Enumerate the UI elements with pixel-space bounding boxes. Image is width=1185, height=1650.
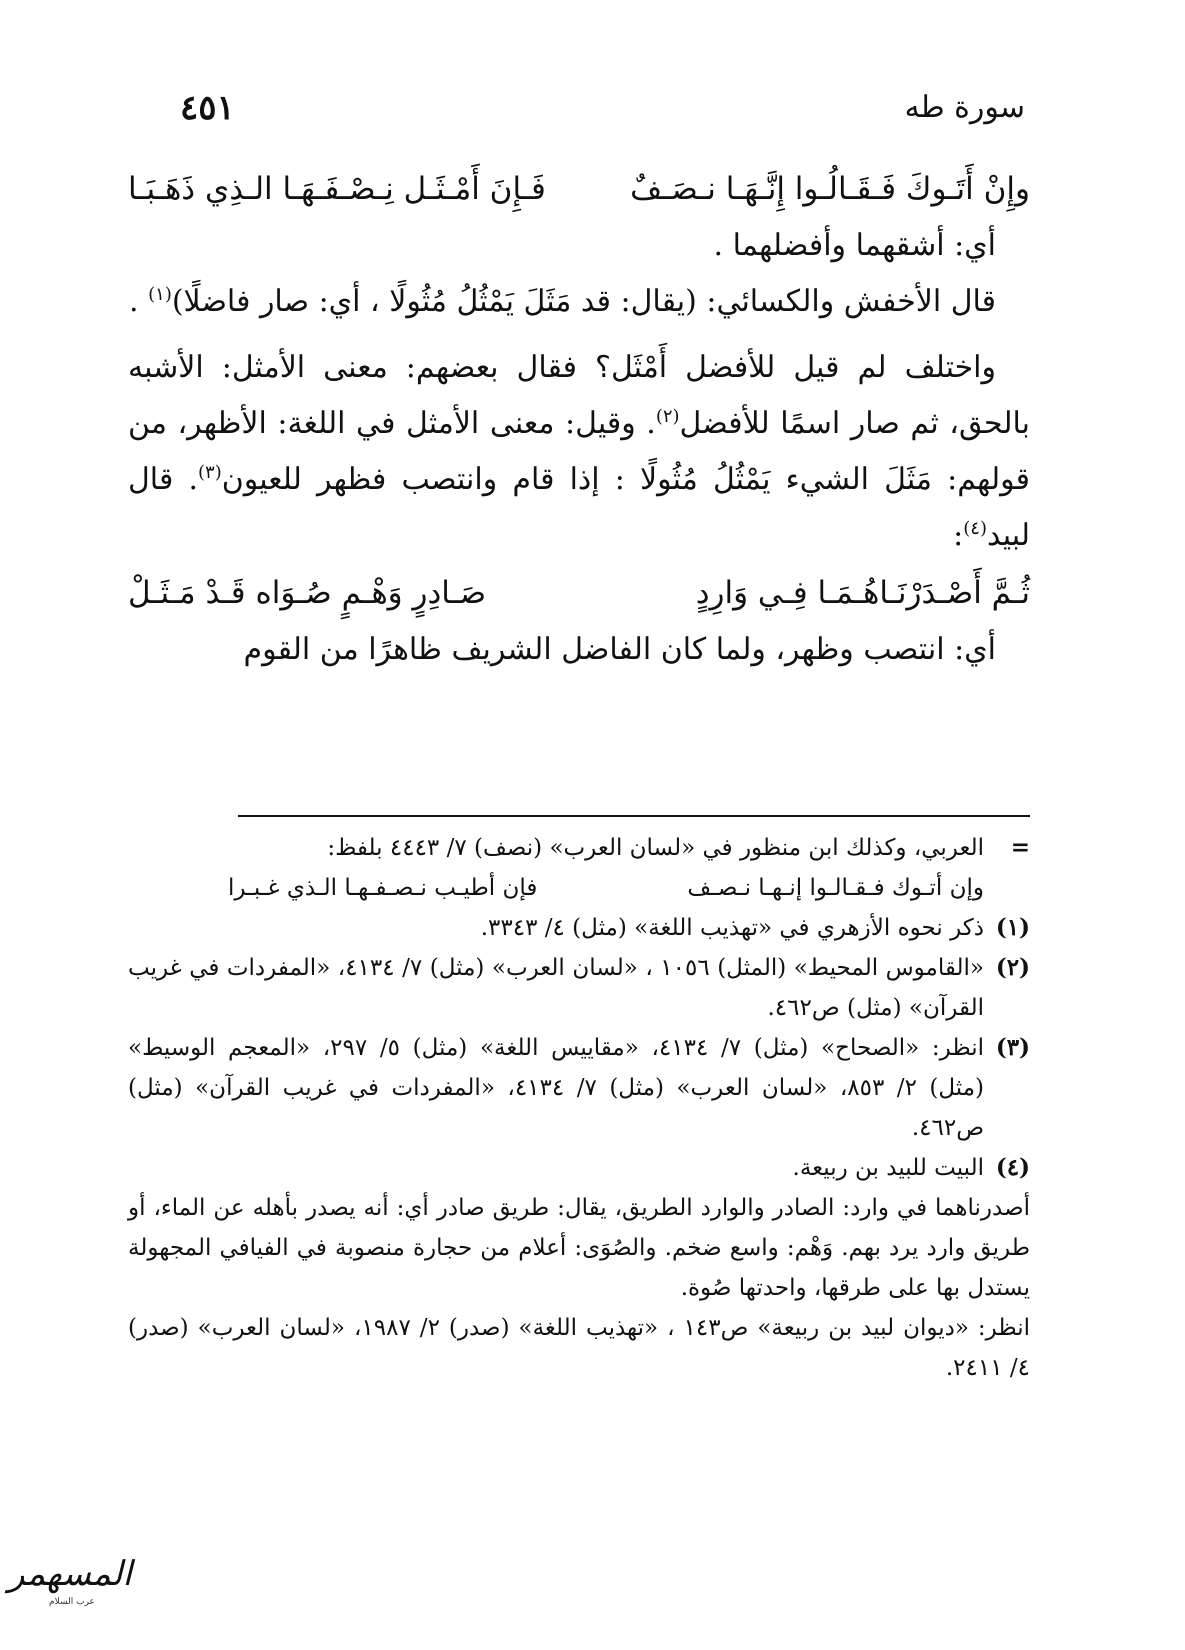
verse-hemistich-left: فإن أطيـب نـصـفـهـا الـذي غـبـرا: [228, 875, 538, 901]
verse-hemistich-left: صَـادِرٍ وَهْـمٍ صُـوَاه قَـدْ مَـثَـلْ: [128, 575, 487, 611]
footnote-2: [128, 948, 1030, 1028]
last-line: أي: انتصب وظهر، ولما كان الفاضل الشريف ظاهرًا من القوم: [243, 632, 996, 667]
paragraph-ikhtalaf-part3: . قال لبيد: [128, 462, 1030, 553]
verse-hemistich-right: ثُـمَّ أَصْـدَرْنَـاهُـمَـا فِـي وَارِدٍ: [695, 575, 1030, 611]
footnote-4: [128, 1148, 1030, 1188]
explanation-line: أي: أشقهما وأفضلهما .: [713, 228, 996, 263]
footnote-1: [128, 908, 1030, 948]
footnote-text: ذكر نحوه الأزهري في «تهذيب اللغة» (مثل) ٤/ ٣٣٤٣.: [480, 915, 984, 941]
main-text: [128, 160, 1030, 678]
footnote-text: «القاموس المحيط» (المثل) ١٠٥٦ ، «لسان العرب» (مثل) ٧/ ٤١٣٤، «المفردات في غريب القرآن» (مثل) ص٤٦٢.: [128, 955, 984, 1021]
footnote-3: [128, 1028, 1030, 1148]
running-header-title: سورة طه: [904, 90, 1025, 125]
paragraph-akhfash-text: قال الأخفش والكسائي: (يقال: قد مَثَلَ يَمْثُلُ مُثُولًا ، أي: صار فاضلًا): [171, 284, 996, 319]
library-stamp-logo: [8, 1552, 132, 1632]
paragraph-ikhtalaf-part2: . وقيل: معنى الأمثل في اللغة: الأظهر، من قولهم: مَثَلَ الشيء يَمْثُلُ مُثُولًا : إذا قام وانتصب فظهر للعيون: [128, 406, 1030, 497]
footnote-separator: [238, 815, 1030, 817]
footnote-ref-2: (٢): [655, 406, 680, 427]
paragraph-ikhtalaf: [128, 340, 1030, 564]
footnote-ref-1: (١): [148, 284, 172, 305]
stamp-main-text: المسهمر: [8, 1554, 132, 1594]
footnote-marker: (١): [995, 914, 1030, 941]
paragraph-akhfash: [128, 274, 1030, 330]
footnote-4-explanation: أصدرناهما في وارد: الصادر والوارد الطريق، يقال: طريق صادر أي: أنه يصدر بأهله عن الماء، أو طريق وارد يرد بهم. وَهْم: واسع ضخم. والصُوَى: أعلام من حجارة منصوبة في الفيافي المجهولة يستدل بها على طرقها، واحدتها صُوة.: [128, 1195, 1030, 1301]
footnote-ref-3: (٣): [197, 462, 222, 483]
verse-hemistich-right: وإِنْ أَتَـوكَ فَـقَـالُـوا إِنَّـهَـا نـصَـفٌ: [630, 171, 1030, 207]
footnote-text: العربي، وكذلك ابن منظور في «لسان العرب» (نصف) ٧/ ٤٤٤٣ بلفظ:: [327, 835, 984, 861]
paragraph-ikhtalaf-part1: واختلف لم قيل للأفضل أَمْثَل؟ فقال بعضهم: معنى الأمثل: الأشبه بالحق، ثم صار اسمًا للأفضل: [128, 350, 1030, 441]
stamp-sub-text: عرب السلام: [49, 1597, 95, 1607]
paragraph-akhfash-end: .: [129, 284, 149, 319]
paragraph-ikhtalaf-part4: :: [953, 518, 964, 553]
verse-hemistich-left: فَـإِنَ أَمْـثَـل نِـصْـفَـهَـا الـذِي ذَهَـبَـا: [128, 171, 546, 207]
poetry-verse-1: [128, 160, 1030, 218]
footnote-text: البيت للبيد بن ربيعة.: [792, 1155, 984, 1181]
footnote-4-sources: انظر: «ديوان لبيد بن ربيعة» ص١٤٣ ، «تهذيب اللغة» (صدر) ٢/ ١٩٨٧، «لسان العرب» (صدر) ٤/ ٢٤١١.: [128, 1315, 1031, 1381]
footnote-verse: [128, 868, 1030, 908]
footnote-marker: (٤): [995, 1154, 1030, 1181]
footnotes: [128, 828, 1030, 1388]
footnote-text: انظر: «الصحاح» (مثل) ٧/ ٤١٣٤، «مقاييس اللغة» (مثل) ٥/ ٢٩٧، «المعجم الوسيط» (مثل) ٢/ ٨٥٣، «لسان العرب» (مثل) ٧/ ٤١٣٤، «المفردات في غريب القرآن» (مثل) ص٤٦٢.: [128, 1035, 985, 1141]
footnote-continuation: [128, 828, 1030, 868]
poetry-verse-2: [128, 564, 1030, 622]
page-number: ٤٥١: [180, 88, 235, 128]
footnote-marker: (٢): [995, 954, 1030, 981]
footnote-ref-4: (٤): [963, 518, 987, 539]
footnote-marker: (٣): [995, 1034, 1030, 1061]
footnote-marker: =: [1010, 834, 1030, 861]
verse-hemistich-right: وإن أتـوك فـقـالـوا إنـهـا نـصـف: [687, 875, 984, 901]
